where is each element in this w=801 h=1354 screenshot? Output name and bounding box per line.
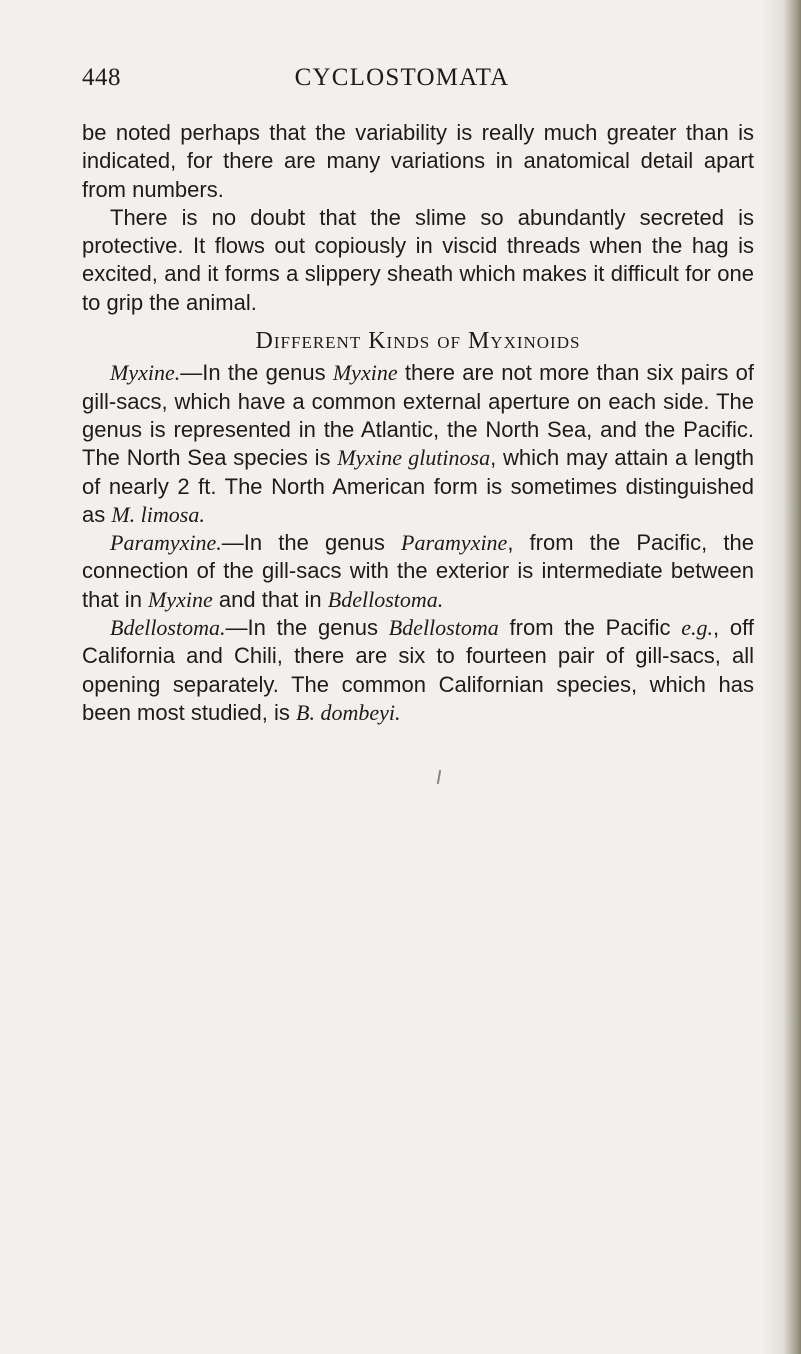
paramyxine-genus-bdellostoma: Bdellostoma. bbox=[327, 586, 444, 612]
myxine-species-limosa: M. limosa. bbox=[111, 501, 205, 527]
section-heading: Different Kinds of Myxinoids bbox=[255, 328, 581, 355]
myxine-title: Myxine. bbox=[110, 360, 181, 386]
paragraph-variability: be noted perhaps that the variability is really much greater than is indicated, for there are many variations in anatomical detail apart from numbers. bbox=[82, 120, 754, 202]
page-number: 448 bbox=[82, 64, 121, 91]
myxine-text-2: there are not more than six pairs of gill-sacs, which have a common external aperture on each side. The genus is represented in the Atlantic, the North Sea, and the Pacific. The North Sea species is bbox=[82, 360, 754, 471]
myxine-species-glutinosa: Myxine glutinosa bbox=[337, 445, 491, 471]
bdellostoma-species-dombeyi: B. dombeyi. bbox=[296, 699, 401, 725]
paramyxine-text-2: , from the Pacific, the connection of the gill-sacs with the exterior is intermediate between that in bbox=[82, 530, 754, 612]
bdellostoma-genus: Bdellostoma bbox=[388, 615, 499, 641]
bdellostoma-text-1: —In the genus bbox=[225, 615, 389, 641]
bdellostoma-title: Bdellostoma. bbox=[110, 615, 226, 641]
page-header bbox=[82, 64, 722, 104]
myxine-genus: Myxine bbox=[332, 360, 398, 386]
paragraph-myxine bbox=[82, 359, 754, 529]
running-title: CYCLOSTOMATA bbox=[294, 64, 510, 91]
paragraph-paramyxine bbox=[82, 529, 754, 614]
bdellostoma-eg: e.g. bbox=[681, 615, 714, 641]
bdellostoma-text-3: , off California and Chili, there are six to fourteen pair of gill-sacs, all opening separately. The common Californian species, which has been most studied, is bbox=[82, 615, 754, 725]
body-text bbox=[82, 119, 754, 727]
paramyxine-genus: Paramyxine bbox=[401, 530, 508, 556]
myxine-text-3: , which may attain a length of nearly 2 ft. The North American form is sometimes distinguished as bbox=[82, 445, 754, 527]
paragraph-bdellostoma bbox=[82, 614, 754, 727]
page-edge-shadow bbox=[761, 0, 801, 1354]
paramyxine-text-3: and that in bbox=[212, 586, 328, 612]
stray-ink-mark bbox=[437, 770, 441, 784]
bdellostoma-text-2: from the Pacific bbox=[498, 615, 682, 641]
paramyxine-genus-myxine: Myxine bbox=[148, 586, 213, 612]
paramyxine-text-1: —In the genus bbox=[221, 530, 402, 556]
myxine-text-1: —In the genus bbox=[180, 360, 333, 386]
paramyxine-title: Paramyxine. bbox=[110, 530, 222, 556]
paragraph-slime: There is no doubt that the slime so abundantly secreted is protective. It flows out copiously in viscid threads when the hag is excited, and it forms a slippery sheath which makes it difficult for one to grip the animal. bbox=[82, 204, 754, 315]
